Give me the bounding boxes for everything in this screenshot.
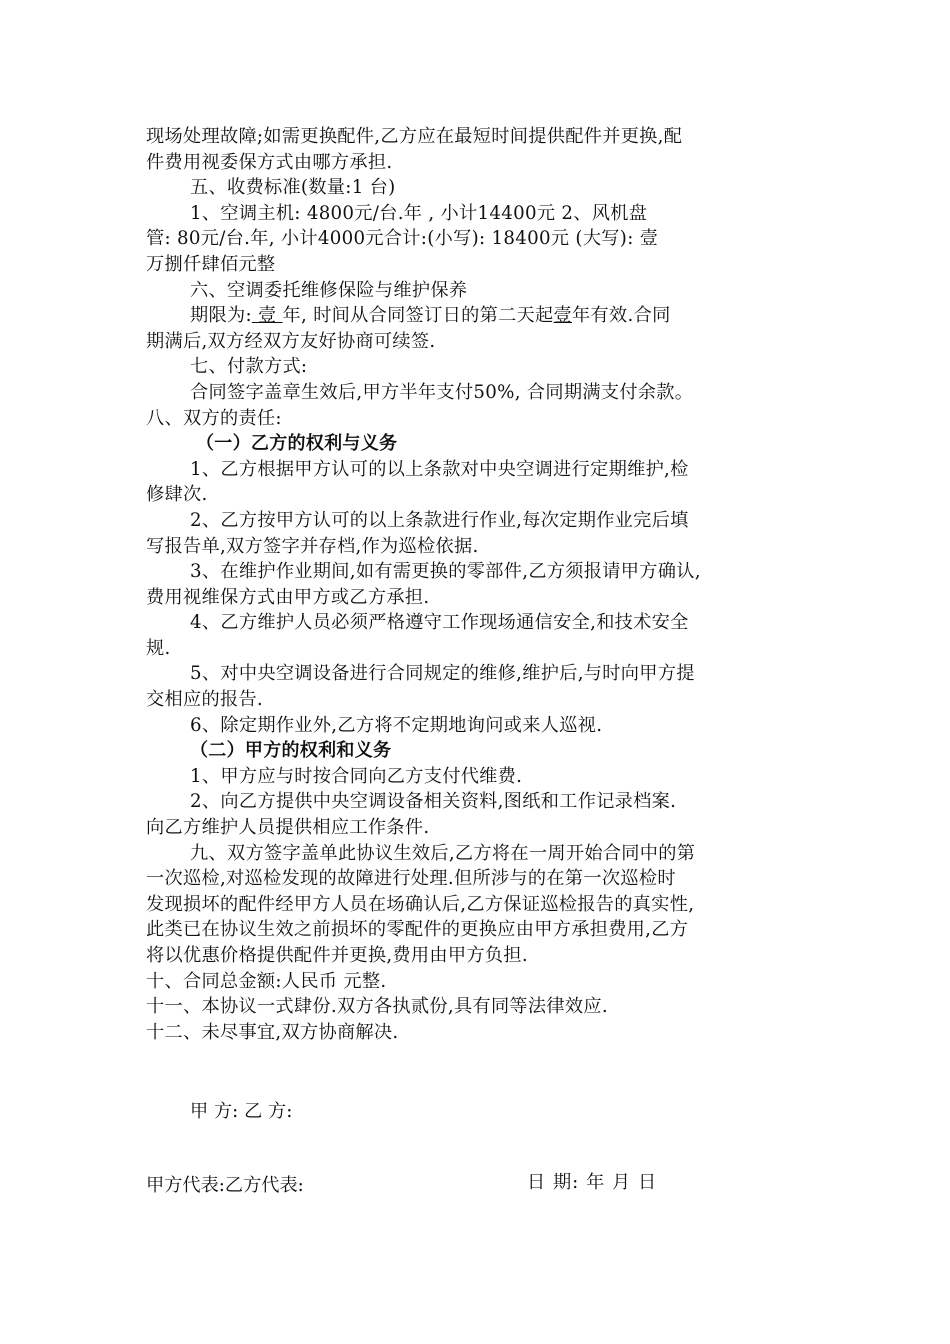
clause-text: 发现损坏的配件经甲方人员在场确认后,乙方保证巡检报告的真实性, bbox=[146, 893, 695, 915]
section-heading-payment: 七、付款方式: bbox=[190, 356, 308, 378]
section-heading-fee: 五、收费标准(数量:1 台) bbox=[190, 177, 396, 199]
clause-text: 规. bbox=[146, 637, 171, 659]
clause-text: 6、除定期作业外,乙方将不定期地询问或来人巡视. bbox=[190, 714, 603, 736]
clause-text: 将以优惠价格提供配件并更换,费用由甲方负担. bbox=[146, 945, 528, 966]
clause-text: 1、空调主机: 4800元/台.年 , 小计14400元 2、风机盘 bbox=[190, 202, 648, 224]
signature-date: 日 期: 年 月 日 bbox=[527, 1172, 658, 1193]
term-text-end: 年有效.合同 bbox=[572, 305, 671, 327]
clause-text: 写报告单,双方签字并存档,作为巡检依据. bbox=[146, 535, 479, 557]
clause-text: 修肆次. bbox=[146, 484, 208, 506]
clause-text: 合同签字盖章生效后,甲方半年支付50%, 合同期满支付余款。 bbox=[190, 381, 694, 403]
clause-text: 2、向乙方提供中央空调设备相关资料,图纸和工作记录档案. bbox=[190, 791, 677, 813]
clause-text: 一次巡检,对巡检发现的故障进行处理.但所涉与的在第一次巡检时 bbox=[146, 868, 676, 890]
section-heading-copies: 十一、本协议一式肆份.双方各执贰份,具有同等法律效应. bbox=[146, 996, 608, 1018]
clause-text: 交相应的报告. bbox=[146, 689, 264, 711]
term-years-underlined: 壹 bbox=[251, 305, 283, 327]
section-heading-misc: 十二、未尽事宜,双方协商解决. bbox=[146, 1021, 399, 1043]
term-label: 期限为: bbox=[190, 305, 252, 327]
clause-text: 向乙方维护人员提供相应工作条件. bbox=[146, 817, 430, 839]
clause-text: 3、在维护作业期间,如有需更换的零部件,乙方须报请甲方确认, bbox=[190, 561, 701, 583]
clause-text: 万捌仟肆佰元整 bbox=[146, 253, 276, 275]
clause-text: 费用视维保方式由甲方或乙方承担. bbox=[146, 586, 430, 608]
clause-text: 2、乙方按甲方认可的以上条款进行作业,每次定期作业完后填 bbox=[190, 509, 689, 531]
clause-text: 件费用视委保方式由哪方承担. bbox=[146, 151, 393, 173]
clause-text: 5、对中央空调设备进行合同规定的维修,维护后,与时向甲方提 bbox=[190, 663, 695, 685]
clause-text: 4、乙方维护人员必须严格遵守工作现场通信安全,和技术安全 bbox=[190, 612, 689, 634]
section-heading-maintenance: 六、空调委托维修保险与维护保养 bbox=[190, 279, 468, 301]
clause-text: 1、甲方应与时按合同向乙方支付代维费. bbox=[190, 765, 523, 787]
term-line bbox=[146, 303, 816, 329]
clause-text: 1、乙方根据甲方认可的以上条款对中央空调进行定期维护,检 bbox=[190, 458, 689, 480]
clause-text: 此类已在协议生效之前损坏的零配件的更换应由甲方承担费用,乙方 bbox=[146, 919, 689, 941]
section-heading-total: 十、合同总金额:人民币 元整. bbox=[146, 970, 387, 992]
term-valid-years-underlined: 壹 bbox=[553, 305, 573, 327]
clause-text: 九、双方签字盖单此协议生效后,乙方将在一周开始合同中的第 bbox=[190, 842, 696, 864]
clause-text: 期满后,双方经双方友好协商可续签. bbox=[146, 330, 436, 352]
term-text: 年, 时间从合同签订日的第二天起 bbox=[282, 305, 554, 327]
subheading-party-a: （二）甲方的权利和义务 bbox=[190, 740, 392, 762]
contract-body bbox=[146, 124, 816, 1201]
clause-text: 管: 80元/台.年, 小计4000元合计:(小写): 18400元 (大写): 壹 bbox=[146, 228, 659, 250]
subheading-party-b: （一）乙方的权利与义务 bbox=[196, 433, 398, 455]
clause-text: 现场处理故障;如需更换配件,乙方应在最短时间提供配件并更换,配 bbox=[146, 126, 683, 147]
signature-representatives: 甲方代表:乙方代表: bbox=[146, 1175, 304, 1197]
section-heading-responsibilities: 八、双方的责任: bbox=[146, 407, 282, 429]
signature-parties: 甲 方: 乙 方: bbox=[190, 1101, 293, 1123]
